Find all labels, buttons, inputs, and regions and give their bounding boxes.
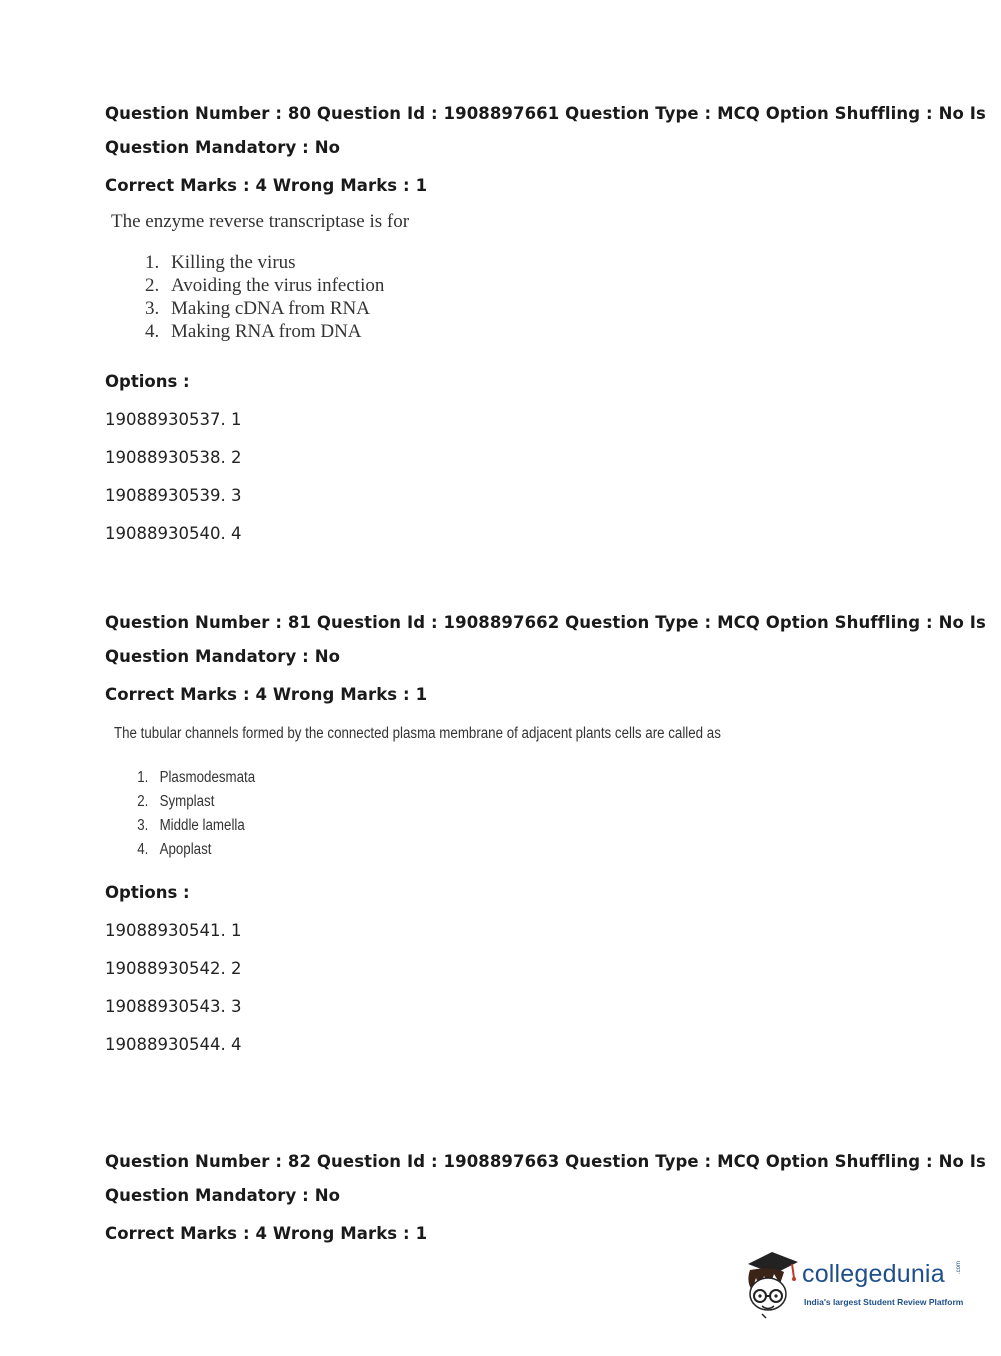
choice-item: 3. Middle lamella <box>137 817 245 834</box>
question-stem-image <box>111 211 925 343</box>
question-meta-line: Question Number : 82 Question Id : 1908897663 Question Type : MCQ Option Shuffling : No Is <box>105 1152 986 1171</box>
question-81 <box>105 606 986 1064</box>
collegedunia-logo <box>742 1248 972 1320</box>
logo-wordmark: collegedunia <box>802 1260 945 1288</box>
marks-line: Correct Marks : 4 Wrong Marks : 1 <box>105 685 428 704</box>
question-meta-line: Question Number : 80 Question Id : 1908897661 Question Type : MCQ Option Shuffling : No Is <box>105 104 986 123</box>
question-stem-text: The enzyme reverse transcriptase is for <box>111 211 410 232</box>
option-id-line: 19088930539. 3 <box>105 486 242 505</box>
question-mandatory-line: Question Mandatory : No <box>105 1186 341 1205</box>
choice-list <box>145 251 925 343</box>
choice-item: 1. Killing the virus <box>145 252 296 273</box>
option-id-line: 19088930541. 1 <box>105 921 242 940</box>
mascot-icon <box>742 1248 802 1320</box>
question-80 <box>105 97 986 553</box>
question-mandatory-line: Question Mandatory : No <box>105 647 341 666</box>
option-id-line: 19088930538. 2 <box>105 448 242 467</box>
option-id-line: 19088930542. 2 <box>105 959 242 978</box>
choice-item: 4. Making RNA from DNA <box>145 321 362 342</box>
choice-item: 1. Plasmodesmata <box>137 769 256 786</box>
marks-line: Correct Marks : 4 Wrong Marks : 1 <box>105 176 428 195</box>
option-id-line: 19088930540. 4 <box>105 524 242 543</box>
choice-item: 4. Apoplast <box>137 841 212 858</box>
choice-item: 2. Symplast <box>137 793 215 810</box>
choice-list <box>137 766 811 862</box>
question-82 <box>105 1145 986 1251</box>
question-stem-text: The tubular channels formed by the connected plasma membrane of adjacent plants cells are called as <box>114 725 721 742</box>
question-meta-line: Question Number : 81 Question Id : 1908897662 Question Type : MCQ Option Shuffling : No Is <box>105 613 986 632</box>
marks-line: Correct Marks : 4 Wrong Marks : 1 <box>105 1224 428 1243</box>
question-stem-image <box>114 722 811 862</box>
question-mandatory-line: Question Mandatory : No <box>105 138 341 157</box>
options-label: Options : <box>105 372 190 391</box>
logo-tagline: India's largest Student Review Platform <box>804 1297 964 1307</box>
logo-tld: .com <box>956 1260 962 1274</box>
choice-item: 3. Making cDNA from RNA <box>145 298 370 319</box>
option-id-line: 19088930543. 3 <box>105 997 242 1016</box>
choice-item: 2. Avoiding the virus infection <box>145 275 385 296</box>
options-label: Options : <box>105 883 190 902</box>
option-id-line: 19088930537. 1 <box>105 410 242 429</box>
option-id-line: 19088930544. 4 <box>105 1035 242 1054</box>
